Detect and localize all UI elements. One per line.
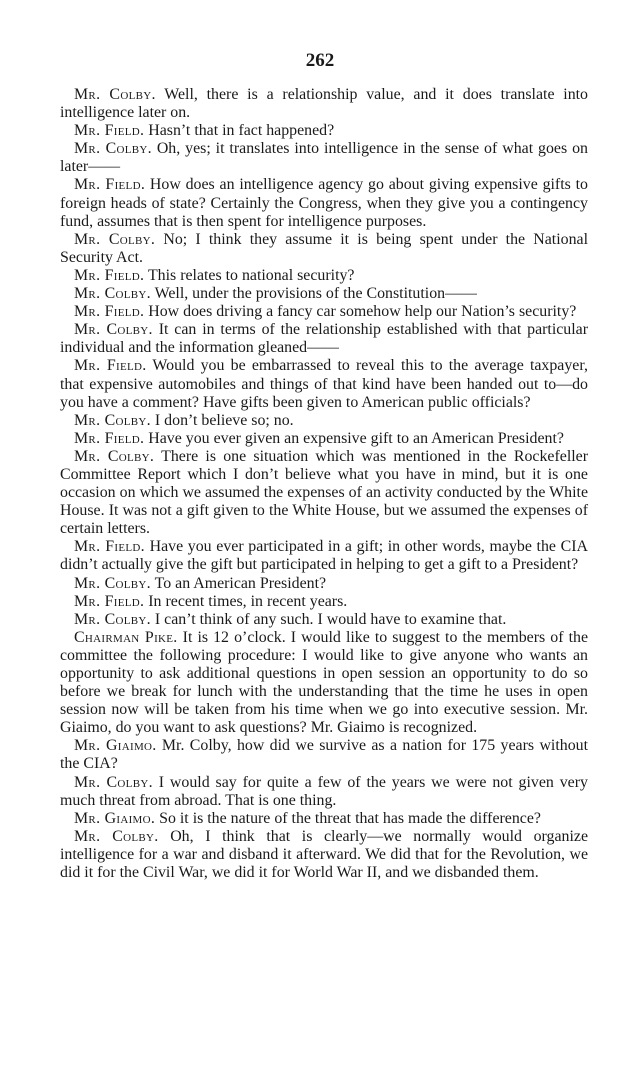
statement-text: In recent times, in recent years. <box>148 592 348 610</box>
speaker-name: Mr. Field. <box>74 266 145 284</box>
speaker-name: Mr. Colby. <box>74 773 153 791</box>
testimony-paragraph <box>60 321 588 357</box>
testimony-paragraph <box>60 448 588 538</box>
speaker-name: Mr. Colby. <box>74 411 151 429</box>
statement-text: No; I think they assume it is being spent under the National Security Act. <box>60 230 588 266</box>
statement-text: I would say for quite a few of the years we were not given very much threat from abroad. That is one thing. <box>60 773 588 809</box>
testimony-paragraph <box>60 412 588 430</box>
testimony-paragraph <box>60 231 588 267</box>
speaker-name: Chairman Pike. <box>74 628 178 646</box>
statement-text: Oh, yes; it translates into intelligence in the sense of what goes on later—— <box>60 140 588 176</box>
statement-text: I can’t think of any such. I would have to examine that. <box>154 610 507 628</box>
testimony-paragraph <box>60 267 588 285</box>
statement-text: Hasn’t that in fact happened? <box>148 122 335 140</box>
speaker-name: Mr. Field. <box>74 538 145 556</box>
statement-text: Have you ever given an expensive gift to an American President? <box>148 429 564 447</box>
statement-text: This relates to national security? <box>147 266 355 284</box>
transcript-body <box>60 86 588 882</box>
speaker-name: Mr. Field. <box>74 357 147 375</box>
speaker-name: Mr. Colby. <box>74 86 156 103</box>
testimony-paragraph <box>60 737 588 773</box>
testimony-paragraph <box>60 357 588 411</box>
testimony-paragraph <box>60 285 588 303</box>
testimony-paragraph <box>60 140 588 176</box>
statement-text: Mr. Colby, how did we survive as a nation for 175 years without the CIA? <box>60 737 588 773</box>
page-number: 262 <box>305 50 335 71</box>
speaker-name: Mr. Field. <box>74 303 145 321</box>
statement-text: To an American President? <box>154 574 327 592</box>
testimony-paragraph <box>60 611 588 629</box>
statement-text: It can in terms of the relationship established with that particular individual and the information gleaned—— <box>60 321 588 357</box>
speaker-name: Mr. Colby. <box>74 140 152 158</box>
statement-text: Well, there is a relationship value, and it does translate into intelligence later on. <box>60 86 589 122</box>
testimony-paragraph <box>60 538 588 574</box>
statement-text: It is 12 o’clock. I would like to suggest to the members of the committee the following procedure: I would like to give anyone who wants an opportunity to ask additional questions in open session an opportunity to do so before we break for lunch with the understanding that the time he uses in open session now will be taken from his time when we go into executive session. Mr. Giaimo, do you want to ask questions? Mr. Giaimo is recognized. <box>60 628 588 737</box>
statement-text: How does an intelligence agency go about giving expensive gifts to foreign heads of state? Certainly the Congress, when they give you a contingency fund, assumes that is then spent for intelligence purposes. <box>60 176 588 230</box>
testimony-paragraph <box>60 122 588 140</box>
statement-text: I don’t believe so; no. <box>154 411 294 429</box>
speaker-name: Mr. Colby. <box>74 610 151 628</box>
statement-text: Oh, I think that is clearly—we normally would organize intelligence for a war and disband it afterward. We did that for the Revolution, we did it for the Civil War, we did it for World War II, and we disbanded them. <box>60 827 588 882</box>
speaker-name: Mr. Colby. <box>74 447 155 465</box>
testimony-paragraph <box>60 303 588 321</box>
speaker-name: Mr. Colby. <box>74 827 159 845</box>
speaker-name: Mr. Field. <box>74 122 145 140</box>
statement-text: Would you be embarrassed to reveal this to the average taxpayer, that expensive automobiles and things of that kind have been handed out to—do you have a comment? Have gifts been given to American public officials? <box>60 357 588 411</box>
testimony-paragraph <box>60 86 588 122</box>
speaker-name: Mr. Colby. <box>74 321 153 339</box>
testimony-paragraph <box>60 774 588 810</box>
statement-text: Have you ever participated in a gift; in other words, maybe the CIA didn’t actually give the gift but participated in helping to get a gift to a President? <box>60 538 588 574</box>
testimony-paragraph <box>60 810 588 828</box>
testimony-paragraph <box>60 593 588 611</box>
testimony-paragraph <box>60 828 588 882</box>
speaker-name: Mr. Field. <box>74 176 146 194</box>
testimony-paragraph <box>60 629 588 738</box>
testimony-paragraph <box>60 575 588 593</box>
speaker-name: Mr. Field. <box>74 592 145 610</box>
speaker-name: Mr. Colby. <box>74 574 151 592</box>
speaker-name: Mr. Colby. <box>74 230 156 248</box>
statement-text: Well, under the provisions of the Constitution—— <box>154 285 477 303</box>
speaker-name: Mr. Giaimo. <box>74 737 157 755</box>
statement-text: How does driving a fancy car somehow help our Nation’s security? <box>148 303 577 321</box>
speaker-name: Mr. Colby. <box>74 285 151 303</box>
speaker-name: Mr. Giaimo. <box>74 809 156 827</box>
statement-text: There is one situation which was mentioned in the Rockefeller Committee Report which I don’t believe what you have in mind, but it is one occasion on which we assumed the expenses of an activity conducted by the White House. It was not a gift given to the White House, but we assumed the expenses of certain letters. <box>60 447 589 538</box>
testimony-paragraph <box>60 176 588 230</box>
testimony-paragraph <box>60 430 588 448</box>
statement-text: So it is the nature of the threat that has made the difference? <box>159 809 541 827</box>
speaker-name: Mr. Field. <box>74 429 145 447</box>
